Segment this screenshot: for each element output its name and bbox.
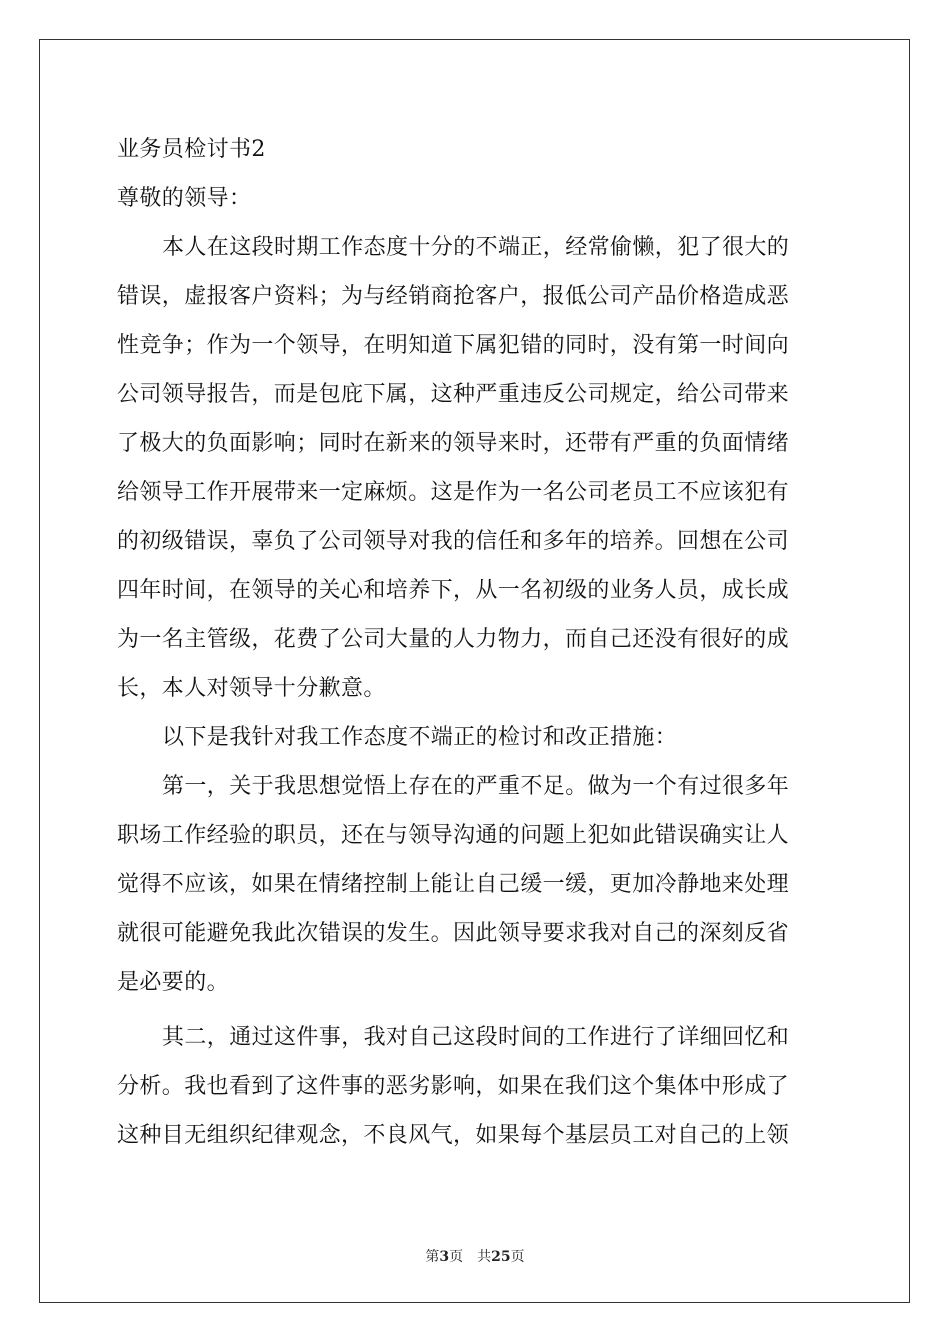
current-page-number: 3 xyxy=(439,1249,450,1265)
text-line: 给领导工作开展带来一定麻烦。这是作为一名公司老员工不应该犯有 xyxy=(117,480,790,505)
page-suffix: 页 xyxy=(449,1249,464,1265)
text-line: 以下是我针对我工作态度不端正的检讨和改正措施： xyxy=(162,725,678,750)
paragraph-3 xyxy=(117,762,835,1007)
text-line: 觉得不应该，如果在情绪控制上能让自己缓一缓，更加冷静地来处理 xyxy=(117,872,790,897)
text-line: 分析。我也看到了这件事的恶劣影响，如果在我们这个集体中形成了 xyxy=(117,1074,790,1099)
text-line: 四年时间，在领导的关心和培养下，从一名初级的业务人员，成长成 xyxy=(117,578,790,603)
page-prefix: 第 xyxy=(425,1249,440,1265)
page-footer xyxy=(0,1246,950,1266)
total-prefix: 共 xyxy=(477,1249,492,1265)
paragraph-2 xyxy=(117,713,835,762)
text-line: 第一，关于我思想觉悟上存在的严重不足。做为一个有过很多年 xyxy=(162,774,790,799)
paragraph-1 xyxy=(117,223,835,713)
text-line: 就很可能避免我此次错误的发生。因此领导要求我对自己的深刻反省 xyxy=(117,921,790,946)
text-line: 这种目无组织纪律观念，不良风气，如果每个基层员工对自己的上领 xyxy=(117,1123,790,1148)
total-page-count: 25 xyxy=(491,1249,511,1265)
paragraph-4 xyxy=(117,1013,835,1160)
text-line: 长，本人对领导十分歉意。 xyxy=(117,676,386,701)
text-line: 为一名主管级，花费了公司大量的人力物力，而自己还没有很好的成 xyxy=(117,627,790,652)
salutation: 尊敬的领导： xyxy=(117,186,252,211)
text-line: 公司领导报告，而是包庇下属，这种严重违反公司规定，给公司带来 xyxy=(117,382,790,407)
document-title: 业务员检讨书2 xyxy=(117,137,266,162)
text-line: 的初级错误，辜负了公司领导对我的信任和多年的培养。回想在公司 xyxy=(117,529,790,554)
document-body xyxy=(117,125,835,1160)
text-line: 错误，虚报客户资料；为与经销商抢客户，报低公司产品价格造成恶 xyxy=(117,284,790,309)
text-line: 其二，通过这件事，我对自己这段时间的工作进行了详细回忆和 xyxy=(162,1025,790,1050)
total-suffix: 页 xyxy=(510,1249,525,1265)
text-line: 了极大的负面影响；同时在新来的领导来时，还带有严重的负面情绪 xyxy=(117,431,790,456)
text-line: 本人在这段时期工作态度十分的不端正，经常偷懒，犯了很大的 xyxy=(162,235,790,260)
text-line: 性竞争；作为一个领导，在明知道下属犯错的同时，没有第一时间向 xyxy=(117,333,790,358)
text-line: 职场工作经验的职员，还在与领导沟通的问题上犯如此错误确实让人 xyxy=(117,823,790,848)
text-line: 是必要的。 xyxy=(117,970,230,995)
